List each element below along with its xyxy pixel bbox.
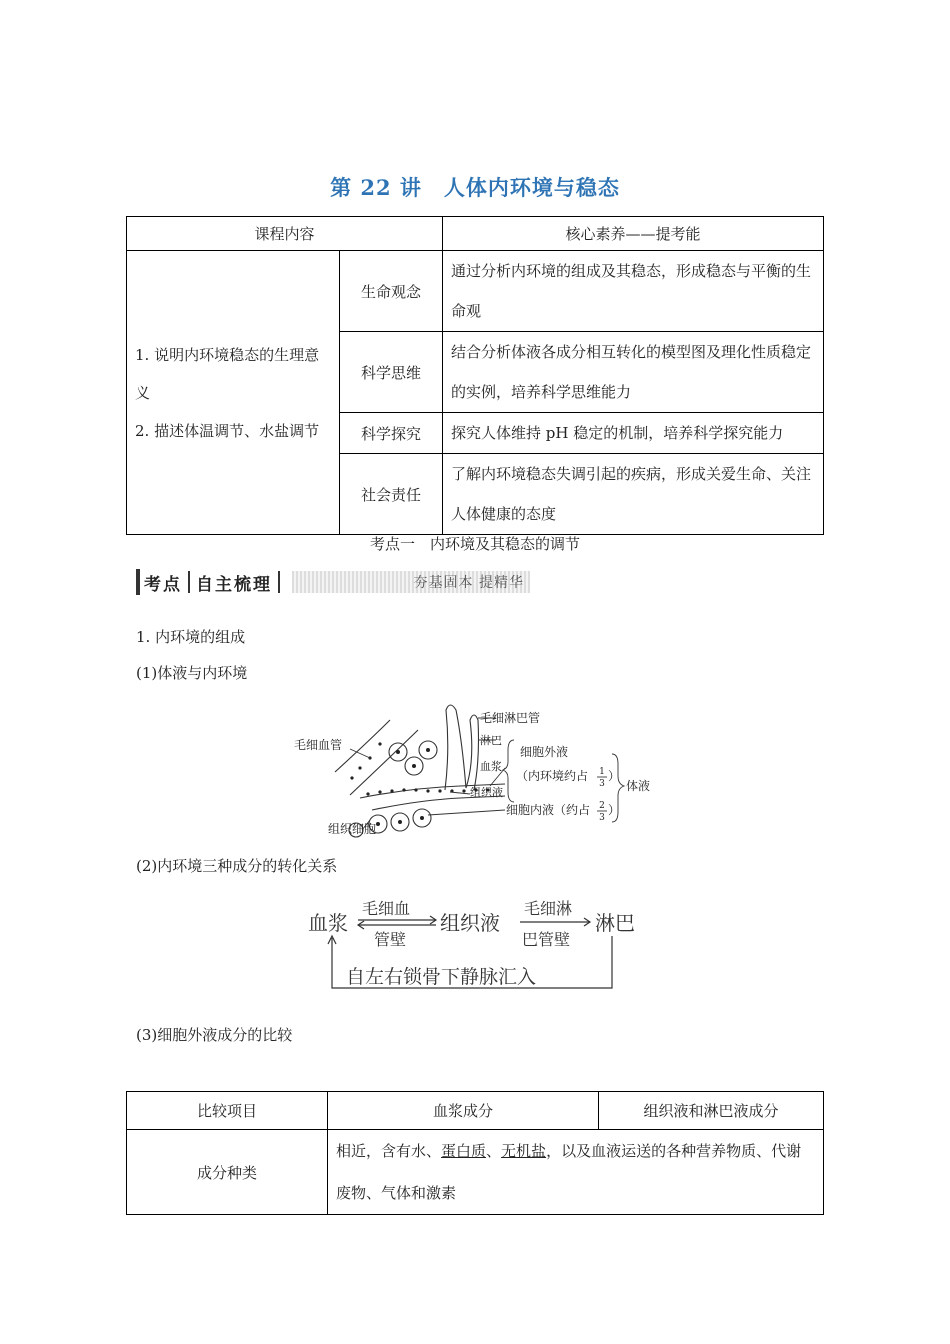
return-label: 自左右锁骨下静脉汇入 <box>346 966 537 988</box>
heading-1a: (1)体液与内环境 <box>136 664 248 682</box>
page-title: 第 22 讲 人体内环境与稳态 <box>330 175 620 200</box>
wall2-bottom: 巴管壁 <box>522 930 571 949</box>
heading-1b: (2)内环境三种成分的转化关系 <box>136 857 338 875</box>
category-cell: 科学探究 <box>340 413 443 454</box>
category-cell: 科学思维 <box>340 332 443 413</box>
label-tissue-fluid: 组织液 <box>470 786 503 799</box>
fraction-denominator: 3 <box>599 813 605 823</box>
heading-1: 1. 内环境的组成 <box>136 628 246 646</box>
comparison-table <box>126 1091 824 1215</box>
text-sep: 、 <box>486 1142 502 1160</box>
header-core-literacy: 核心素养——提考能 <box>443 217 824 251</box>
label-extracellular-share: （内环境约占 <box>516 769 589 783</box>
badge-part2: 自主梳理 <box>196 574 272 595</box>
composition-cell <box>328 1130 824 1215</box>
desc-cell: 结合分析体液各成分相互转化的模型图及理化性质稳定的实例，培养科学思维能力 <box>443 332 824 413</box>
fraction-numerator: 2 <box>599 801 605 811</box>
label-close-paren: ） <box>608 769 621 783</box>
node-tissue-fluid: 组织液 <box>440 913 500 935</box>
text-post: ，以及血液运送的各种营养物质、代谢废物、气体和激素 <box>336 1142 802 1202</box>
node-plasma: 血浆 <box>308 913 348 935</box>
badge-part1: 考点 <box>144 574 182 595</box>
category-cell: 生命观念 <box>340 251 443 332</box>
label-plasma: 血浆 <box>480 760 502 773</box>
badge-tag: 夯基固本 提精华 <box>292 571 530 593</box>
heading-1c: (3)细胞外液成分的比较 <box>136 1026 293 1044</box>
header-plasma: 血浆成分 <box>328 1092 599 1130</box>
label-capillary: 毛细血管 <box>294 738 343 752</box>
label-body-fluid: 体液 <box>626 779 651 793</box>
label-tissue-cell: 组织细胞 <box>328 822 377 836</box>
label-close-paren: ） <box>608 803 621 817</box>
underline-protein: 蛋白质 <box>441 1142 487 1160</box>
node-lymph: 淋巴 <box>595 913 635 935</box>
course-item-1: 1. 说明内环境稳态的生理意义 <box>135 345 320 402</box>
badge-separator <box>278 571 280 593</box>
header-tissue-lymph: 组织液和淋巴液成分 <box>599 1092 824 1130</box>
conversion-diagram <box>300 890 650 995</box>
label-lymph: 淋巴 <box>480 734 502 747</box>
desc-cell: 探究人体维持 pH 稳定的机制，培养科学探究能力 <box>443 413 824 454</box>
course-content-cell <box>127 251 340 535</box>
wall2-top: 毛细淋 <box>524 899 573 918</box>
label-intracellular: 细胞内液（约占 <box>506 803 591 817</box>
course-item-2: 2. 描述体温调节、水盐调节 <box>135 421 320 440</box>
desc-cell: 了解内环境稳态失调引起的疾病，形成关爱生命、关注人体健康的态度 <box>443 454 824 535</box>
body-fluid-diagram <box>290 700 660 840</box>
objectives-table <box>126 216 824 535</box>
header-course-content: 课程内容 <box>127 217 443 251</box>
lymph-capillary <box>466 715 479 790</box>
fraction-numerator: 1 <box>599 767 605 777</box>
badge-separator <box>188 571 190 593</box>
label-lymph-capillary: 毛细淋巴管 <box>480 711 541 725</box>
capillary-wall <box>350 730 418 795</box>
lymph-capillary <box>445 705 466 790</box>
text-pre: 相近，含有水、 <box>336 1142 442 1160</box>
desc-cell: 通过分析内环境的组成及其稳态，形成稳态与平衡的生命观 <box>443 251 824 332</box>
wall1-bottom: 管壁 <box>374 930 407 949</box>
header-compare-item: 比较项目 <box>127 1092 328 1130</box>
underline-inorganic-salt: 无机盐 <box>501 1142 547 1160</box>
section-badge <box>136 569 530 595</box>
section-title: 考点一 内环境及其稳态的调节 <box>369 535 580 553</box>
wall1-top: 毛细血 <box>362 899 411 918</box>
fraction-denominator: 3 <box>599 779 605 789</box>
row-label: 成分种类 <box>127 1130 328 1215</box>
category-cell: 社会责任 <box>340 454 443 535</box>
label-extracellular: 细胞外液 <box>520 745 569 759</box>
